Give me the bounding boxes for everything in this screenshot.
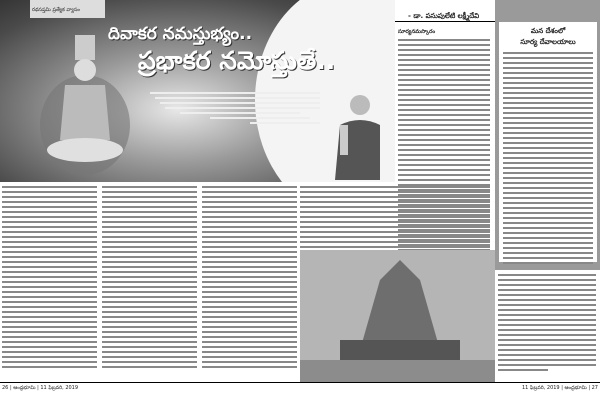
article-column-1 (2, 186, 97, 371)
article-column-3 (202, 186, 297, 371)
sidebar-title-line2: సూర్య దేవాలయాలు (520, 38, 576, 46)
article-column-2 (102, 186, 197, 371)
sun-god-illustration (40, 30, 130, 180)
footer-left: 26 | ఆంధ్రభూమి | 11 ఫిబ్రవరి, 2019 (2, 385, 79, 391)
footer-rule (0, 382, 600, 383)
subheading: సూర్యనమస్కారం (398, 29, 436, 35)
article-column-right (498, 274, 596, 374)
headline-line1: దివాకర నమస్తుభ్యం.. (108, 24, 253, 44)
hero-image (0, 0, 395, 182)
sidebar-text (503, 52, 593, 264)
author-byline: - డా. పసుపులేటి లక్ష్మీదేవి (408, 12, 480, 20)
intro-text (150, 92, 320, 127)
sidebar-title-line1: మన దేశంలో (530, 27, 566, 35)
yoga-man-photo (330, 30, 380, 180)
footer-right: 11 ఫిబ్రవరి, 2019 | ఆంధ్రభూమి | 27 (521, 385, 598, 391)
section-label: రథసప్తమి ప్రత్యేక వ్యాసం (30, 0, 105, 18)
headline-line2: ప్రభాకర నమోస్తుతే.. (138, 46, 336, 75)
article-column-4 (300, 186, 490, 251)
temple-photo (300, 250, 495, 382)
sidebar-box (499, 22, 597, 262)
divider (395, 21, 495, 22)
